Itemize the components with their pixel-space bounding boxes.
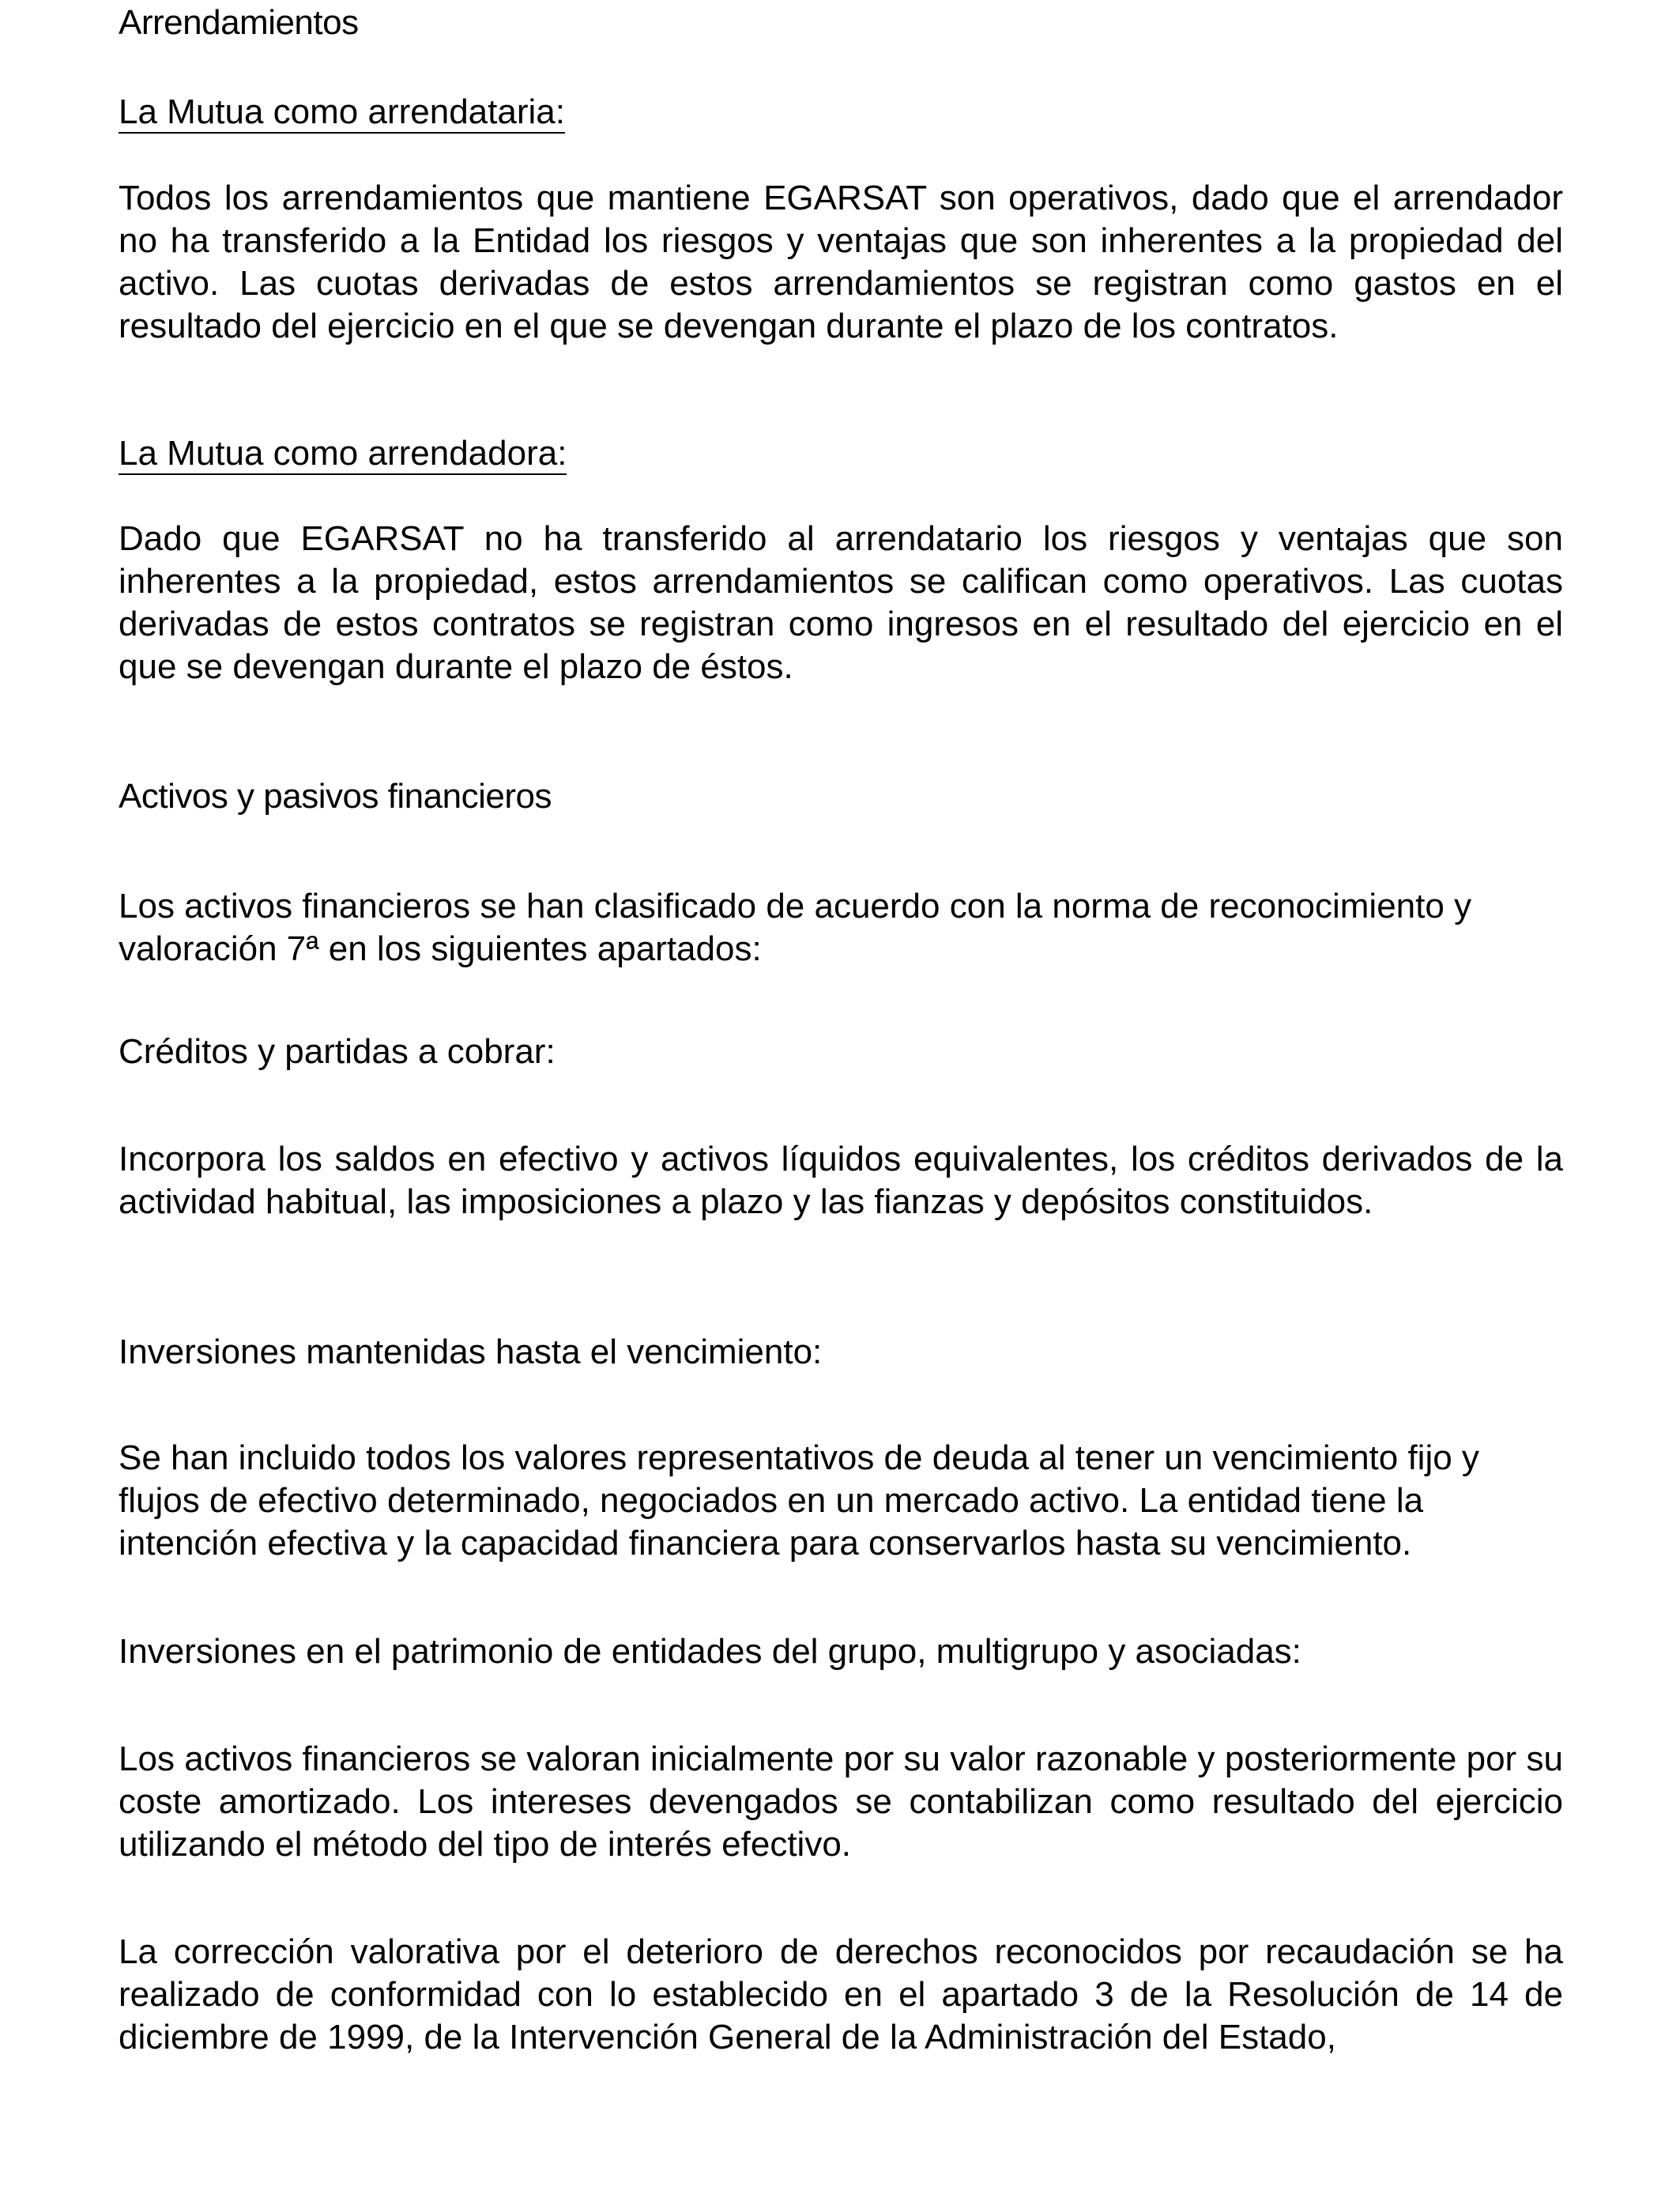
label-inversiones-vencimiento: Inversiones mantenidas hasta el vencimiento: <box>119 1333 823 1371</box>
subheading-arrendataria-wrapper <box>119 91 1563 134</box>
paragraph-arrendadora: Dado que EGARSAT no ha transferido al arrendatario los riesgos y ventajas que son inherentes a la propiedad, estos arrendamientos se califican como operativos. Las cuotas derivadas de estos contratos se registran como ingresos en el resultado del ejercicio en el que se devengan durante el plazo de éstos. <box>119 519 1563 686</box>
subheading-arrendadora: La Mutua como arrendadora: <box>119 434 567 475</box>
paragraph-creditos: Incorpora los saldos en efectivo y activos líquidos equivalentes, los créditos derivados de la actividad habitual, las imposiciones a plazo y las fianzas y depósitos constituidos. <box>119 1140 1563 1221</box>
paragraph-correccion-valorativa: La corrección valorativa por el deterioro de derechos reconocidos por recaudación se ha realizado de conformidad con lo establecido en el apartado 3 de la Resolución de 14 de diciembre de 1999, de la Intervención General de la Administración del Estado, <box>119 1932 1563 2056</box>
subheading-arrendadora-wrapper <box>119 432 1563 475</box>
label-inversiones-patrimonio: Inversiones en el patrimonio de entidades del grupo, multigrupo y asociadas: <box>119 1632 1301 1671</box>
section-title-arrendamientos: Arrendamientos <box>119 3 359 42</box>
paragraph-arrendataria: Todos los arrendamientos que mantiene EGARSAT son operativos, dado que el arrendador no ha transferido a la Entidad los riesgos y ventajas que son inherentes a la propiedad del activo. Las cuotas derivadas de estos arrendamientos se registran como gastos en el resultado del ejercicio en el que se devengan durante el plazo de los contratos. <box>119 179 1563 345</box>
section-title-activos: Activos y pasivos financieros <box>119 777 552 816</box>
paragraph-inversiones-vencimiento: Se han incluido todos los valores representativos de deuda al tener un vencimiento fijo y flujos de efectivo determinado, negociados en un mercado activo. La entidad tiene la intención efectiva y la capacidad financiera para conservarlos hasta su vencimiento. <box>119 1438 1479 1563</box>
label-creditos: Créditos y partidas a cobrar: <box>119 1032 556 1071</box>
paragraph-activos-intro: Los activos financieros se han clasificado de acuerdo con la norma de reconocimiento y valoración 7ª en los siguientes apartados: <box>119 887 1472 968</box>
paragraph-inversiones-patrimonio: Los activos financieros se valoran inicialmente por su valor razonable y posteriormente por su coste amortizado. Los intereses devengados se contabilizan como resultado del ejercicio utilizando el método del tipo de interés efectivo. <box>119 1740 1563 1864</box>
subheading-arrendataria: La Mutua como arrendataria: <box>119 92 565 134</box>
